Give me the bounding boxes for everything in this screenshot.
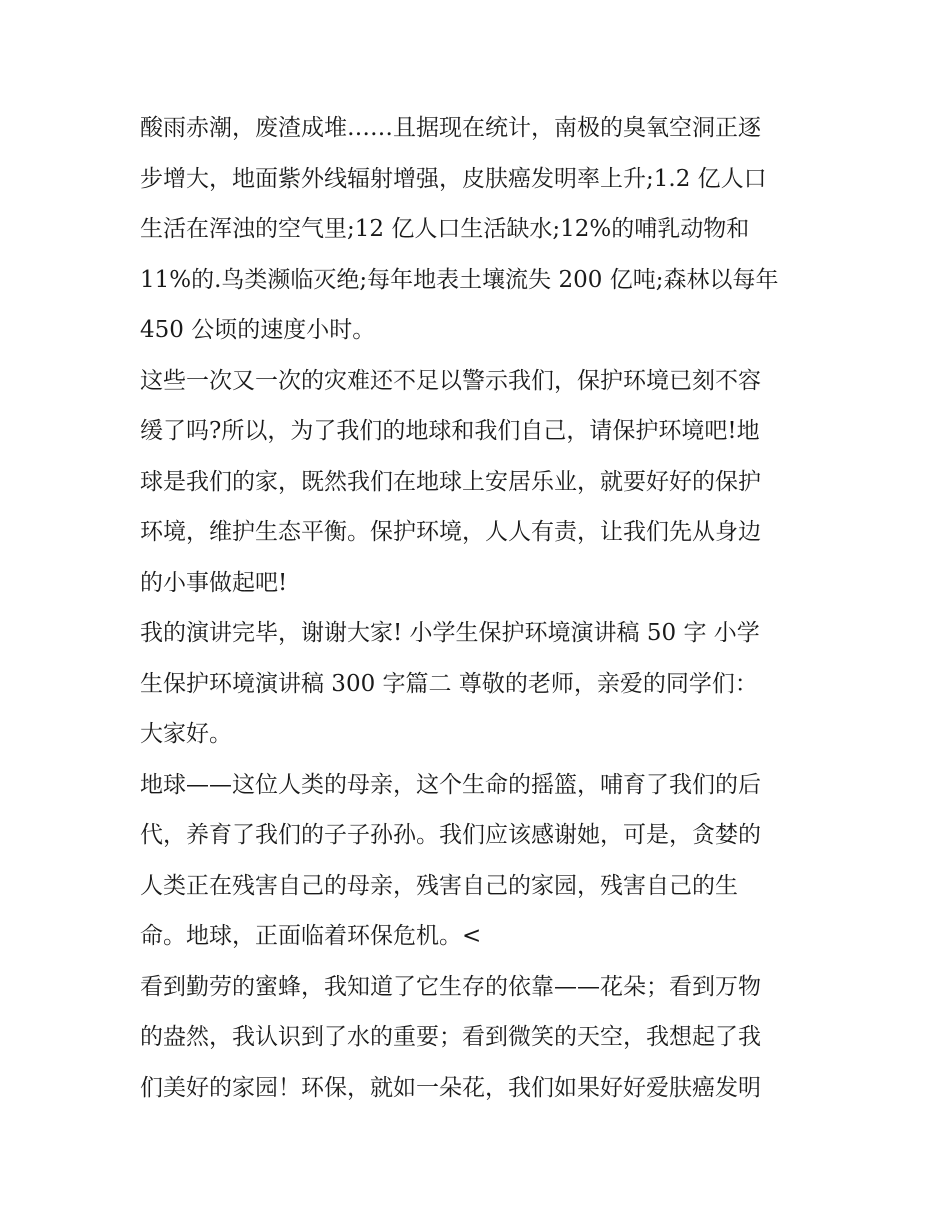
- text-line: 生活在浑浊的空气里;12 亿人口生活缺水;12%的哺乳动物和: [140, 216, 750, 242]
- text-line: 们美好的家园！环保，就如一朵花，我们如果好好爱肤癌发明: [140, 1075, 761, 1101]
- text-line: 大家好。: [140, 721, 232, 747]
- text-line: 生保护环境演讲稿 300 字篇二 尊敬的老师，亲爱的同学们：: [140, 671, 758, 697]
- text-line: 地球——这位人类的母亲，这个生命的摇篮，哺育了我们的后: [140, 772, 761, 798]
- text-line: 球是我们的家，既然我们在地球上安居乐业，就要好好的保护: [140, 469, 761, 495]
- text-line: 450 公顷的速度小时。: [140, 317, 376, 343]
- text-line: 看到勤劳的蜜蜂，我知道了它生存的依靠——花朵；看到万物: [140, 974, 761, 1000]
- text-line: 的小事做起吧!: [140, 570, 288, 596]
- text-line: 步增大，地面紫外线辐射增强，皮肤癌发明率上升;1.2 亿人口: [140, 166, 767, 192]
- text-line: 人类正在残害自己的母亲，残害自己的家园，残害自己的生: [140, 873, 738, 899]
- text-line: 缓了吗?所以，为了我们的地球和我们自己，请保护环境吧!地: [140, 418, 760, 444]
- text-line: 代，养育了我们的子子孙孙。我们应该感谢她，可是，贪婪的: [140, 822, 761, 848]
- text-line: 的盎然，我认识到了水的重要；看到微笑的天空，我想起了我: [140, 1024, 761, 1050]
- text-line: 11%的.鸟类濒临灭绝;每年地表土壤流失 200 亿吨;森林以每年: [140, 267, 779, 293]
- text-line: 环境，维护生态平衡。保护环境，人人有责，让我们先从身边: [140, 519, 761, 545]
- text-line: 我的演讲完毕，谢谢大家! 小学生保护环境演讲稿 50 字 小学: [140, 620, 760, 646]
- text-line: 酸雨赤潮，废渣成堆……且据现在统计，南极的臭氧空洞正逐: [140, 115, 761, 141]
- text-line: 命。地球，正面临着环保危机。<: [140, 923, 482, 949]
- text-line: 这些一次又一次的灾难还不足以警示我们，保护环境已刻不容: [140, 368, 761, 394]
